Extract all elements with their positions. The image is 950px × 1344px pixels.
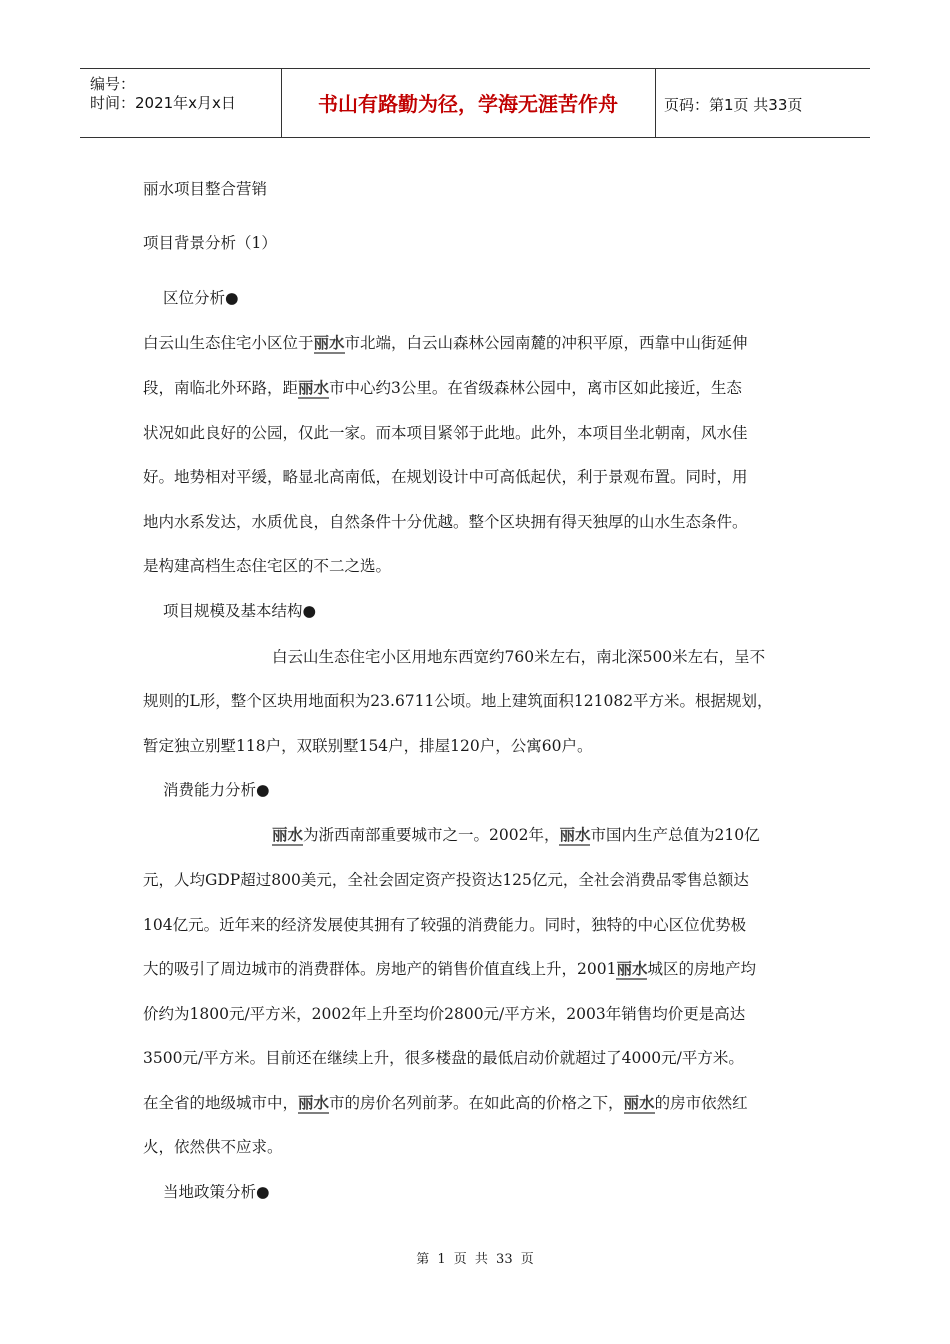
date-label: 时间：2021年x月x日 xyxy=(90,94,236,112)
keyword-link[interactable]: 丽水 xyxy=(298,1093,330,1112)
paragraph-line: 火，依然供不应求。 xyxy=(143,1138,283,1156)
document-title: 丽水项目整合营销 xyxy=(143,180,268,198)
page-footer: 第 1 页 共 33 页 xyxy=(416,1252,534,1267)
paragraph-line: 规则的L形，整个区块用地面积为23.6711公顷。地上建筑面积121082平方米。根据规划， xyxy=(143,692,773,710)
paragraph-line: 暂定独立别墅118户，双联别墅154户，排屋120户，公寓60户。 xyxy=(143,737,593,755)
paragraph-line: 是构建高档生态住宅区的不二之选。 xyxy=(143,557,392,575)
section-heading: 区位分析● xyxy=(163,289,239,307)
section-heading: 消费能力分析● xyxy=(163,781,270,799)
paragraph-line: 白云山生态住宅小区用地东西宽约760米左右，南北深500米左右，呈不 xyxy=(272,648,766,666)
header-motto: 书山有路勤为径，学海无涯苦作舟 xyxy=(318,92,618,116)
paragraph-line: 3500元/平方米。目前还在继续上升，很多楼盘的最低启动价就超过了4000元/平方米。 xyxy=(143,1049,744,1067)
paragraph-line: 104亿元。近年来的经济发展使其拥有了较强的消费能力。同时，独特的中心区位优势极 xyxy=(143,916,747,934)
paragraph-line: 元，人均GDP超过800美元，全社会固定资产投资达125亿元，全社会消费品零售总额达 xyxy=(143,871,749,889)
keyword-link[interactable]: 丽水 xyxy=(559,825,591,844)
paragraph-line: 大的吸引了周边城市的消费群体。房地产的销售价值直线上升，2001丽水城区的房地产均 xyxy=(143,959,756,978)
paragraph-line: 好。地势相对平缓，略显北高南低，在规划设计中可高低起伏，利于景观布置。同时，用 xyxy=(143,468,748,486)
section-subtitle: 项目背景分析（1） xyxy=(143,234,277,252)
keyword-link[interactable]: 丽水 xyxy=(313,333,345,352)
section-heading: 项目规模及基本结构● xyxy=(163,602,317,620)
header-divider xyxy=(655,69,656,137)
paragraph-line: 状况如此良好的公园，仅此一家。而本项目紧邻于此地。此外，本项目坐北朝南，风水佳 xyxy=(143,424,748,442)
paragraph-line: 白云山生态住宅小区位于丽水市北端，白云山森林公园南麓的冲积平原，西靠中山街延伸 xyxy=(143,333,748,352)
paragraph-line: 丽水为浙西南部重要城市之一。2002年，丽水市国内生产总值为210亿 xyxy=(272,825,760,844)
keyword-link[interactable]: 丽水 xyxy=(623,1093,655,1112)
paragraph-line: 价约为1800元/平方米，2002年上升至均价2800元/平方米，2003年销售均价更是高达 xyxy=(143,1005,746,1023)
keyword-link[interactable]: 丽水 xyxy=(272,825,304,844)
header-page-info: 页码：第1页 共33页 xyxy=(664,96,803,114)
paragraph-line: 地内水系发达，水质优良，自然条件十分优越。整个区块拥有得天独厚的山水生态条件。 xyxy=(143,513,748,531)
paragraph-line: 段，南临北外环路，距丽水市中心约3公里。在省级森林公园中，离市区如此接近，生态 xyxy=(143,378,742,397)
keyword-link[interactable]: 丽水 xyxy=(298,378,330,397)
document-header xyxy=(80,68,870,138)
code-label: 编号： xyxy=(90,75,136,93)
paragraph-line: 在全省的地级城市中，丽水市的房价名列前茅。在如此高的价格之下，丽水的房市依然红 xyxy=(143,1093,748,1112)
section-heading: 当地政策分析● xyxy=(163,1183,270,1201)
keyword-link[interactable]: 丽水 xyxy=(616,959,648,978)
